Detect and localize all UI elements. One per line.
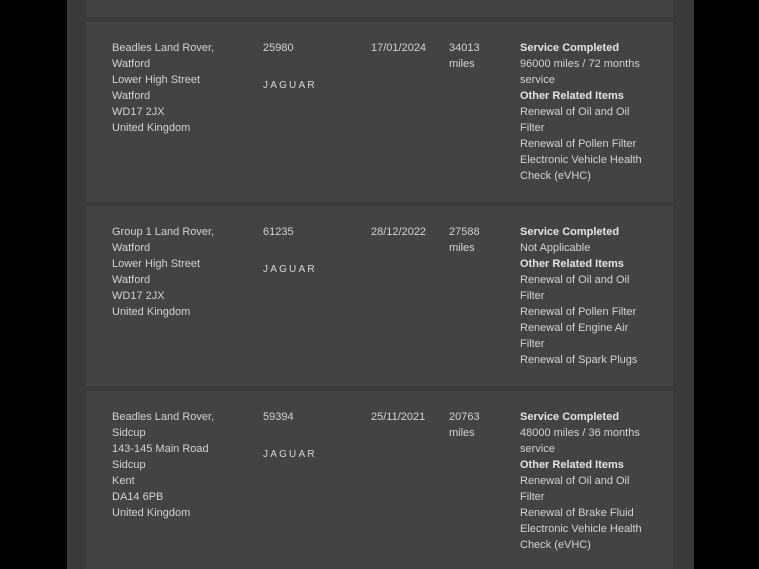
related-item: Renewal of Oil and Oil	[520, 106, 630, 118]
mileage	[449, 409, 499, 441]
service-completed-heading: Service Completed	[520, 42, 620, 54]
related-item: Check (eVHC)	[520, 539, 591, 551]
jaguar-logo	[263, 447, 337, 459]
service-completed-value: service	[520, 74, 555, 86]
address-line: Sidcup	[112, 459, 146, 471]
related-item: Electronic Vehicle Health	[520, 523, 642, 535]
address-line: United Kingdom	[112, 507, 191, 519]
address-line: Kent	[112, 475, 135, 487]
record-number-column	[263, 40, 353, 90]
jaguar-logo	[263, 78, 337, 90]
mileage-value: 27588	[449, 226, 480, 238]
related-item: Filter	[520, 122, 545, 134]
related-item: Renewal of Spark Plugs	[520, 354, 638, 366]
address-line: Beadles Land Rover,	[112, 411, 215, 423]
mileage	[449, 40, 499, 72]
record-number: 61235	[263, 226, 294, 238]
retailer-address	[112, 409, 252, 521]
service-date: 28/12/2022	[371, 226, 427, 238]
service-details	[520, 224, 660, 368]
mileage-value: 34013	[449, 42, 480, 54]
other-related-items-heading: Other Related Items	[520, 90, 624, 102]
related-item: Renewal of Engine Air	[520, 322, 629, 334]
mileage-unit: miles	[449, 427, 475, 439]
address-line: Lower High Street	[112, 258, 201, 270]
jaguar-logo-text: JAGUAR	[263, 80, 317, 90]
jaguar-logo-text: JAGUAR	[263, 449, 317, 459]
address-line: Watford	[112, 242, 151, 254]
retailer-address	[112, 40, 252, 136]
service-completed-value: service	[520, 443, 555, 455]
address-line: Sidcup	[112, 427, 146, 439]
service-date: 17/01/2024	[371, 42, 427, 54]
related-item: Renewal of Oil and Oil	[520, 274, 630, 286]
service-record-card	[86, 391, 673, 569]
other-related-items-heading: Other Related Items	[520, 258, 624, 270]
address-line: WD17 2JX	[112, 290, 165, 302]
service-record-card	[86, 22, 673, 202]
related-item: Electronic Vehicle Health	[520, 154, 642, 166]
record-number-column	[263, 409, 353, 459]
record-number: 59394	[263, 411, 294, 423]
previous-record-card	[86, 0, 673, 17]
service-completed-value: 48000 miles / 36 months	[520, 427, 640, 439]
related-item: Check (eVHC)	[520, 170, 591, 182]
related-item: Filter	[520, 338, 545, 350]
service-completed-heading: Service Completed	[520, 226, 620, 238]
service-details	[520, 409, 660, 553]
other-related-items-heading: Other Related Items	[520, 459, 624, 471]
address-line: Group 1 Land Rover,	[112, 226, 215, 238]
jaguar-logo-text: JAGUAR	[263, 264, 317, 274]
service-date: 25/11/2021	[371, 411, 426, 423]
address-line: Watford	[112, 274, 151, 286]
related-item: Renewal of Oil and Oil	[520, 475, 630, 487]
service-history-panel	[67, 0, 694, 569]
address-line: DA14 6PB	[112, 491, 164, 503]
address-line: Beadles Land Rover,	[112, 42, 215, 54]
address-line: WD17 2JX	[112, 106, 165, 118]
address-line: Watford	[112, 58, 151, 70]
related-item: Filter	[520, 290, 545, 302]
related-item: Filter	[520, 491, 545, 503]
address-line: United Kingdom	[112, 306, 191, 318]
address-line: Lower High Street	[112, 74, 201, 86]
jaguar-logo	[263, 262, 337, 274]
mileage-unit: miles	[449, 242, 475, 254]
mileage-value: 20763	[449, 411, 480, 423]
address-line: Watford	[112, 90, 151, 102]
service-details	[520, 40, 660, 184]
address-line: 143-145 Main Road	[112, 443, 209, 455]
related-item: Renewal of Brake Fluid	[520, 507, 634, 519]
address-line: United Kingdom	[112, 122, 191, 134]
related-item: Renewal of Pollen Filter	[520, 306, 637, 318]
mileage	[449, 224, 499, 256]
service-record-card	[86, 206, 673, 386]
record-number-column	[263, 224, 353, 274]
related-item: Renewal of Pollen Filter	[520, 138, 637, 150]
service-completed-value: 96000 miles / 72 months	[520, 58, 640, 70]
retailer-address	[112, 224, 252, 320]
mileage-unit: miles	[449, 58, 475, 70]
service-completed-heading: Service Completed	[520, 411, 620, 423]
service-completed-value: Not Applicable	[520, 242, 591, 254]
record-number: 25980	[263, 42, 294, 54]
